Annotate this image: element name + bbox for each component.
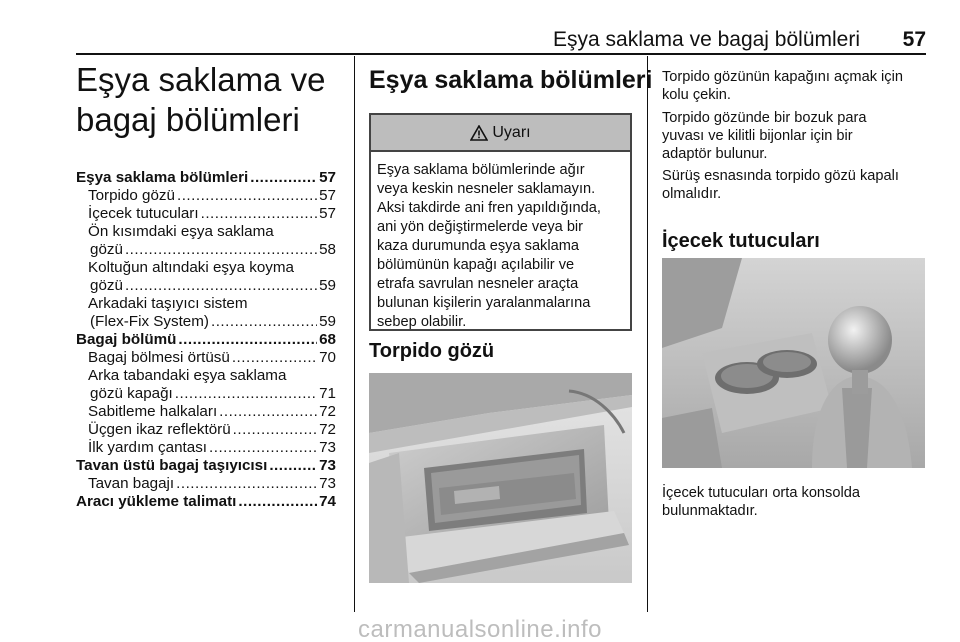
toc-entry-page: 73: [319, 439, 336, 456]
toc-entry-page: 71: [319, 385, 336, 402]
toc-entry-title: Torpido gözü: [88, 187, 175, 204]
toc-entry-page: 57: [319, 169, 336, 186]
toc-entry-title: gözü: [90, 241, 123, 258]
toc-entry-title: Tavan üstü bagaj taşıyıcısı: [76, 457, 268, 474]
warning-line: kaza durumunda eşya saklama: [377, 238, 579, 254]
toc-entry-title-line: Arka tabandaki eşya saklama: [88, 367, 287, 384]
toc-entry-title: Bagaj bölümü: [76, 331, 177, 348]
paragraph-line: yuvası ve kilitli bijonlar için bir: [662, 128, 853, 144]
toc-entry-page: 72: [319, 403, 336, 420]
toc-entry-title: (Flex-Fix System): [90, 313, 209, 330]
toc-entry-title: Sabitleme halkaları: [88, 403, 218, 420]
toc-entry[interactable]: [76, 277, 336, 295]
page-number: 57: [902, 28, 926, 51]
glovebox-paragraph: [662, 167, 899, 203]
warning-line: bulunan kişilerin yaralanmalarına: [377, 295, 591, 311]
warning-line: ani yön değiştirmelerde veya bir: [377, 219, 584, 235]
toc-entry-page: 70: [319, 349, 336, 366]
glovebox-heading: Torpido gözü: [369, 340, 495, 362]
toc-entry-title: Bagaj bölmesi örtüsü: [88, 349, 230, 366]
warning-triangle-icon: [470, 125, 488, 141]
cupholders-heading: İçecek tutucuları: [662, 230, 820, 252]
paragraph-line: Torpido gözünün kapağını açmak için: [662, 69, 903, 85]
chapter-title-line: Eşya saklama ve: [76, 61, 326, 98]
glovebox-paragraph: [662, 109, 866, 163]
toc-entry-title: gözü: [90, 277, 123, 294]
toc-entry[interactable]: [76, 421, 336, 439]
toc-entry-title-line: Koltuğun altındaki eşya koyma: [88, 259, 294, 276]
toc-entry[interactable]: [76, 187, 336, 205]
toc-entry-title: İlk yardım çantası: [88, 439, 208, 456]
toc-entry-title: Eşya saklama bölümleri: [76, 169, 249, 186]
glovebox-paragraph: [662, 68, 903, 104]
glovebox-photo: [369, 373, 632, 583]
toc-entry[interactable]: [76, 241, 336, 259]
table-of-contents: [76, 169, 336, 511]
column-divider-right: [647, 56, 648, 612]
header-rule: [76, 53, 926, 55]
toc-entry-title: İçecek tutucuları: [88, 205, 199, 222]
toc-entry-title-line: Ön kısımdaki eşya saklama: [88, 223, 274, 240]
toc-entry-page: 72: [319, 421, 336, 438]
toc-entry-page: 57: [319, 205, 336, 222]
toc-entry-page: 68: [319, 331, 336, 348]
paragraph-line: İçecek tutucuları orta konsolda: [662, 485, 860, 501]
toc-entry[interactable]: [76, 169, 336, 187]
toc-entry[interactable]: [76, 403, 336, 421]
cupholders-photo: [662, 258, 925, 468]
warning-line: Eşya saklama bölümlerinde ağır: [377, 162, 585, 178]
warning-header: [371, 115, 630, 152]
watermark: carmanualsonline.info: [358, 616, 602, 642]
paragraph-line: Torpido gözünde bir bozuk para: [662, 110, 867, 126]
warning-line: veya keskin nesneler saklamayın.: [377, 181, 596, 197]
toc-entry-title: gözü kapağı: [90, 385, 173, 402]
section-title: Eşya saklama bölümleri: [369, 66, 653, 94]
toc-entry-page: 74: [319, 493, 336, 510]
toc-entry[interactable]: [76, 205, 336, 223]
running-title: Eşya saklama ve bagaj bölümleri: [553, 28, 860, 51]
toc-entry-page: 57: [319, 187, 336, 204]
toc-entry-page: 58: [319, 241, 336, 258]
toc-entry[interactable]: [76, 349, 336, 367]
toc-entry-page: 59: [319, 277, 336, 294]
warning-line: bölümünün kapağı açılabilir ve: [377, 257, 575, 273]
chapter-title: [76, 60, 325, 140]
toc-entry-page: 59: [319, 313, 336, 330]
warning-line: Aksi takdirde ani fren yapıldığında,: [377, 200, 601, 216]
paragraph-line: bulunmaktadır.: [662, 503, 758, 519]
toc-entry[interactable]: [76, 475, 336, 493]
paragraph-line: kolu çekin.: [662, 87, 731, 103]
toc-entry[interactable]: [76, 457, 336, 475]
chapter-title-line: bagaj bölümleri: [76, 101, 300, 138]
glovebox-illustration: [369, 373, 632, 583]
paragraph-line: olmalıdır.: [662, 186, 722, 202]
warning-box: [369, 113, 632, 331]
cupholders-illustration: [662, 258, 925, 468]
toc-entry-page: 73: [319, 457, 336, 474]
warning-heading: Uyarı: [492, 123, 531, 141]
toc-entry-title: Üçgen ikaz reflektörü: [88, 421, 231, 438]
toc-entry-page: 73: [319, 475, 336, 492]
toc-entry-title-line: Arkadaki taşıyıcı sistem: [88, 295, 248, 312]
toc-entry[interactable]: [76, 313, 336, 331]
toc-entry-title: Tavan bagajı: [88, 475, 175, 492]
toc-entry[interactable]: [76, 439, 336, 457]
column-divider-left: [354, 56, 355, 612]
warning-text: [371, 152, 630, 332]
warning-line: sebep olabilir.: [377, 314, 467, 330]
toc-entry[interactable]: [76, 331, 336, 349]
paragraph-line: Sürüş esnasında torpido gözü kapalı: [662, 168, 899, 184]
paragraph-line: adaptör bulunur.: [662, 146, 768, 162]
toc-entry[interactable]: [76, 493, 336, 511]
cupholders-caption: [662, 484, 860, 520]
toc-entry[interactable]: [76, 385, 336, 403]
toc-entry-title: Aracı yükleme talimatı: [76, 493, 237, 510]
warning-line: etrafa savrulan nesneler araçta: [377, 276, 579, 292]
